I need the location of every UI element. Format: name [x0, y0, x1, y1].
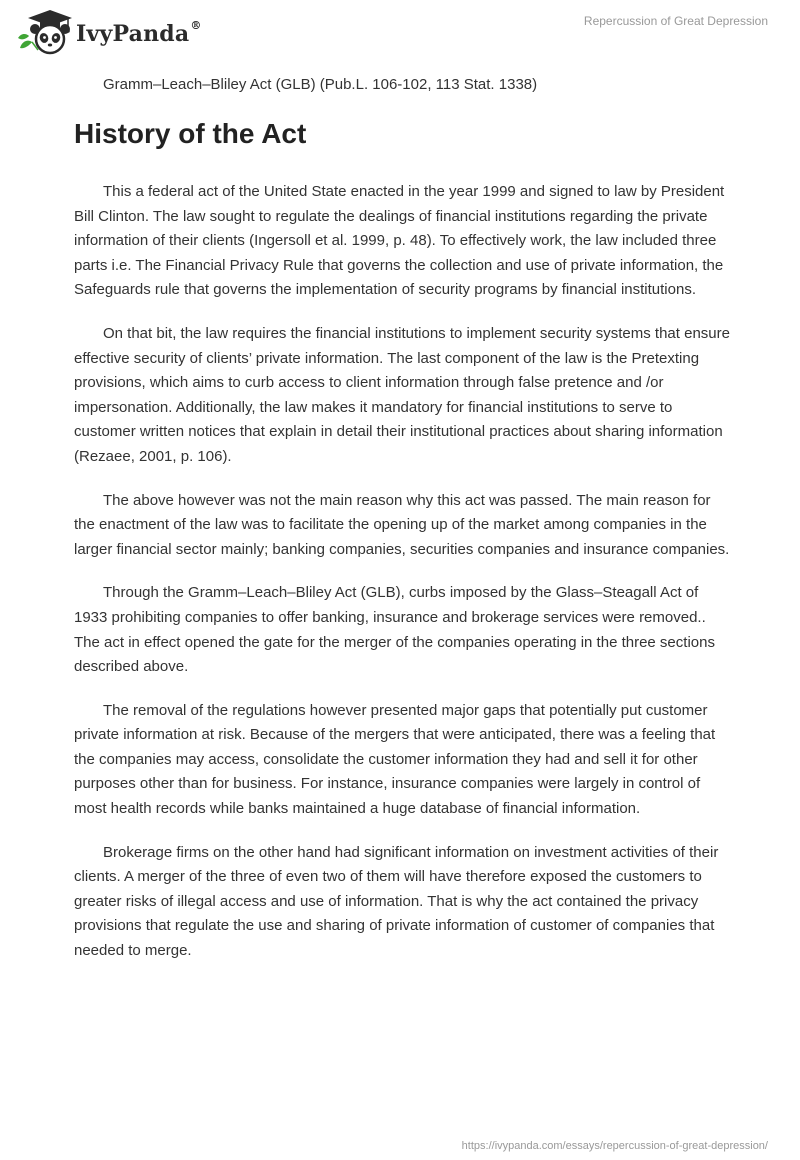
brand-name — [76, 21, 202, 47]
reference-line: Gramm–Leach–Bliley Act (GLB) (Pub.L. 106-102, 113 Stat. 1338) — [103, 76, 538, 93]
paragraph: Brokerage firms on the other hand had significant information on investment activities of their clients. A merger of the three of even two of them will have therefore exposed the customers to greater risks of illegal access and use of information. That is why the act contained the privacy provisions that regulate the use and sharing of private information of customer of companies that needed to merge. — [74, 843, 719, 960]
registered-mark: ® — [190, 19, 202, 32]
source-url[interactable]: https://ivypanda.com/essays/repercussion-of-great-depression/ — [461, 1140, 768, 1152]
paragraph: The above however was not the main reason why this act was passed. The main reason for the enactment of the law was to facilitate the opening up of the market among companies in the larger financial sector mainly; banking companies, securities companies and insurance companies. — [74, 491, 730, 558]
paragraph: Through the Gramm–Leach–Bliley Act (GLB), curbs imposed by the Glass–Steagall Act of 1933 prohibiting companies to offer banking, insurance and brokerage services were removed.. The act in effect opened the gate for the merger of the companies operating in the three sections described above. — [74, 584, 715, 676]
paragraph: On that bit, the law requires the financial institutions to implement security systems that ensure effective security of clients’ private information. The last component of the law is the Pretexting provisions, which aims to curb access to client information through false pretence and /or impersonation. Additionally, the law makes it mandatory for financial institutions to serve to customer written notices that explain in detail their institutional practices about sharing information (Rezaee, 2001, p. 106). — [74, 324, 730, 465]
article-body — [74, 73, 734, 983]
paragraph: This a federal act of the United State enacted in the year 1999 and signed to law by President Bill Clinton. The law sought to regulate the dealings of financial institutions regarding the private information of their clients (Ingersoll et al. 1999, p. 48). To effectively work, the law included three parts i.e. The Financial Privacy Rule that governs the collection and use of private information, the Safeguards rule that governs the implementation of security programs by financial institutions. — [74, 183, 725, 299]
panda-graduate-icon — [14, 8, 72, 56]
document-title: Repercussion of Great Depression — [583, 14, 768, 28]
page-header — [0, 0, 800, 66]
paragraph-list — [74, 180, 734, 964]
brand-name-text: IvyPanda — [76, 21, 190, 47]
section-heading: History of the Act — [74, 118, 307, 149]
ivypanda-logo[interactable] — [14, 8, 202, 56]
paragraph: The removal of the regulations however presented major gaps that potentially put customer private information at risk. Because of the mergers that were anticipated, there was a feeling that the companies may access, consolidate the customer information they had and sell it for other purposes other than for business. For instance, insurance companies were largely in control of most health records while banks maintained a huge database of financial information. — [74, 701, 716, 818]
